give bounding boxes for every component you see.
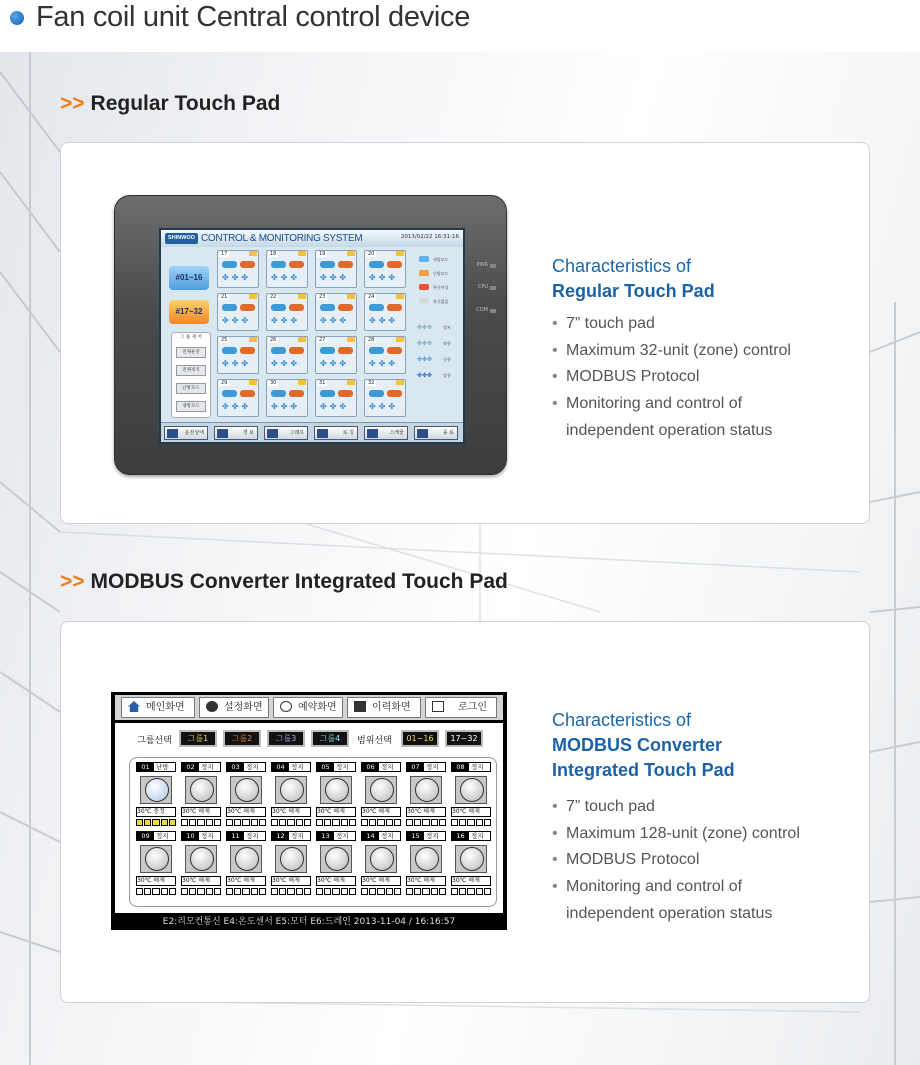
unit-cell[interactable]: 32 ✤✤✤ xyxy=(364,379,406,417)
logging-button[interactable]: 로 깅 xyxy=(314,426,358,440)
led-label: CPU xyxy=(477,284,488,290)
range-button-01-16[interactable]: #01~16 xyxy=(169,266,209,290)
unit-knob-icon xyxy=(410,845,442,873)
section-title-regular: >> Regular Touch Pad xyxy=(60,92,281,115)
unit-tile[interactable]: 08 정지 30℃ 해제 xyxy=(451,762,491,828)
tablet-device xyxy=(114,195,507,475)
unit-cell[interactable]: 17 ✤✤✤ xyxy=(217,250,259,288)
status-icon xyxy=(167,429,178,438)
logging-icon xyxy=(317,429,328,438)
unit-knob-icon xyxy=(140,776,172,804)
unit-cell[interactable]: 23 ✤✤✤ xyxy=(315,293,357,331)
feature-item: • Monitoring and control of xyxy=(552,391,791,418)
unit-knob-icon xyxy=(230,776,262,804)
unit-tile[interactable]: 07 정지 30℃ 해제 xyxy=(406,762,446,828)
unit-knob-icon xyxy=(455,776,487,804)
characteristics-heading: Characteristics of MODBUS Converter Integrated Touch Pad xyxy=(552,710,735,780)
unit-cell[interactable]: 26 ✤✤✤ xyxy=(266,336,308,374)
fan-high-icon: ✤✤✤ xyxy=(417,372,433,379)
login-icon xyxy=(432,701,444,712)
feature-item-continued: independent operation status xyxy=(566,904,773,922)
group-control-menu xyxy=(171,332,211,418)
unit-cell[interactable]: 22 ✤✤✤ xyxy=(266,293,308,331)
unit-knob-icon xyxy=(320,845,352,873)
unit-knob-icon xyxy=(275,845,307,873)
alarm-button[interactable]: 경 보 xyxy=(214,426,258,440)
unit-cell[interactable]: 18 ✤✤✤ xyxy=(266,250,308,288)
unit-knob-icon xyxy=(365,845,397,873)
tab-reservation[interactable]: 예약화면 xyxy=(273,697,343,718)
unit-knob-icon xyxy=(185,845,217,873)
arrow-icon: >> xyxy=(60,570,85,593)
error-legend-icon xyxy=(419,284,429,290)
tab-history[interactable]: 이력화면 xyxy=(347,697,421,718)
unit-tile[interactable]: 01 난방 30℃ 중정 xyxy=(136,762,176,828)
unit-row xyxy=(136,831,492,897)
unit-knob-icon xyxy=(140,845,172,873)
unit-tile[interactable]: 10 정지 30℃ 해제 xyxy=(181,831,221,897)
no-comm-legend-icon xyxy=(419,298,429,304)
menu-all-run-button[interactable]: 전체운전 xyxy=(176,347,206,358)
unit-tile[interactable]: 11 정지 30℃ 해제 xyxy=(226,831,266,897)
menu-all-stop-button[interactable]: 전체정지 xyxy=(176,365,206,376)
regular-touch-pad-card xyxy=(60,142,870,524)
range-01-16-button[interactable]: 01~16 xyxy=(401,730,439,747)
fan-low-icon: ✤✤✤ xyxy=(417,340,433,347)
home-icon xyxy=(128,701,140,712)
fan-stop-icon: ✤✤✤ xyxy=(417,324,433,331)
screen-status-footer: E2:리모컨통신 E4:온도센서 E5:모터 E6:드레인 2013-11-04 / 16:16:57 xyxy=(162,917,456,927)
history-icon xyxy=(354,701,366,712)
screen-bottom-bar xyxy=(161,422,463,442)
fan-mid-icon: ✤✤✤ xyxy=(417,356,433,363)
graph-icon xyxy=(267,429,278,438)
unit-cell[interactable]: 27 ✤✤✤ xyxy=(315,336,357,374)
unit-panel xyxy=(129,757,497,907)
group-select-label: 그룹선택 xyxy=(137,736,172,746)
page-title: Fan coil unit Central control device xyxy=(36,1,471,33)
arrow-icon: >> xyxy=(60,92,85,115)
feature-item: • Maximum 32-unit (zone) control xyxy=(552,338,791,365)
modbus-touch-pad-card xyxy=(60,621,870,1003)
unit-cell[interactable]: 20 ✤✤✤ xyxy=(364,250,406,288)
status-legend: 냉방모드 난방모드 통신이상 통신없음 ✤✤✤ 정지 ✤✤✤ 약풍 ✤✤✤ 중풍 ✤✤✤ 강풍 xyxy=(417,257,451,379)
group-control-title: 그 룹 제 어 xyxy=(180,335,202,340)
unit-tile[interactable]: 13 정지 30℃ 해제 xyxy=(316,831,356,897)
menu-cooling-button[interactable]: 냉방모드 xyxy=(176,401,206,412)
led-com-icon xyxy=(490,309,496,313)
unit-tile[interactable]: 05 정지 30℃ 해제 xyxy=(316,762,356,828)
modbus-touch-screen xyxy=(111,692,507,930)
feature-item-continued: independent operation status xyxy=(566,421,773,439)
graph-button[interactable]: 그래프 xyxy=(264,426,308,440)
feature-item: • 7” touch pad xyxy=(552,794,800,821)
screen-tab-bar xyxy=(115,695,503,720)
background xyxy=(0,52,920,1065)
group-4-button[interactable]: 그룹4 xyxy=(311,730,349,747)
characteristics-heading: Characteristics of Regular Touch Pad xyxy=(552,256,715,301)
menu-heating-button[interactable]: 난방모드 xyxy=(176,383,206,394)
feature-item: • MODBUS Protocol xyxy=(552,364,791,391)
feature-item: • Monitoring and control of xyxy=(552,874,800,901)
schedule-button[interactable]: 스케줄 xyxy=(364,426,408,440)
feature-list xyxy=(552,311,791,445)
bullet-icon xyxy=(10,11,24,25)
feature-item: • Maximum 128-unit (zone) control xyxy=(552,821,800,848)
unit-knob-icon xyxy=(365,776,397,804)
unit-tile[interactable]: 16 정지 30℃ 해제 xyxy=(451,831,491,897)
feature-item: • 7” touch pad xyxy=(552,311,791,338)
touch-screen xyxy=(159,228,465,444)
unit-knob-icon xyxy=(410,776,442,804)
unit-tile[interactable]: 14 정지 30℃ 해제 xyxy=(361,831,401,897)
unit-knob-icon xyxy=(455,845,487,873)
unit-tile[interactable]: 04 정지 30℃ 해제 xyxy=(271,762,311,828)
exit-icon xyxy=(417,429,428,438)
unit-tile[interactable]: 12 정지 30℃ 해제 xyxy=(271,831,311,897)
tab-login[interactable]: 로그인 xyxy=(425,697,497,718)
unit-knob-icon xyxy=(185,776,217,804)
range-button-17-32[interactable]: #17~32 xyxy=(169,300,209,324)
feature-list xyxy=(552,794,800,928)
range-select-label: 범위선택 xyxy=(357,736,392,746)
unit-grid xyxy=(217,250,411,422)
tab-settings[interactable]: 설정화면 xyxy=(199,697,269,718)
status-button[interactable]: 운전상태 xyxy=(164,426,208,440)
group-3-button[interactable]: 그룹3 xyxy=(267,730,305,747)
section-title-modbus: >> MODBUS Converter Integrated Touch Pad xyxy=(60,570,508,593)
led-cpu-icon xyxy=(490,286,496,290)
schedule-icon xyxy=(367,429,378,438)
unit-tile[interactable]: 15 정지 30℃ 해제 xyxy=(406,831,446,897)
brand-logo: SHINWOO xyxy=(165,233,198,244)
unit-cell[interactable]: 29 ✤✤✤ xyxy=(217,379,259,417)
unit-cell[interactable]: 21 ✤✤✤ xyxy=(217,293,259,331)
unit-cell[interactable]: 25 ✤✤✤ xyxy=(217,336,259,374)
unit-tile[interactable]: 03 정지 30℃ 해제 xyxy=(226,762,266,828)
unit-tile[interactable]: 09 정지 30℃ 해제 xyxy=(136,831,176,897)
tab-main[interactable]: 메인화면 xyxy=(121,697,195,718)
cooling-legend-icon xyxy=(419,256,429,262)
clock-icon xyxy=(280,701,292,712)
unit-cell[interactable]: 31 ✤✤✤ xyxy=(315,379,357,417)
unit-knob-icon xyxy=(230,845,262,873)
screen-main xyxy=(115,723,503,913)
unit-knob-icon xyxy=(275,776,307,804)
gear-icon xyxy=(206,701,218,712)
screen-datetime: 2013/02/22 16:31:16 xyxy=(400,234,459,240)
screen-header xyxy=(161,230,463,247)
heating-legend-icon xyxy=(419,270,429,276)
alarm-icon xyxy=(217,429,228,438)
unit-cell[interactable]: 24 ✤✤✤ xyxy=(364,293,406,331)
unit-tile[interactable]: 02 정지 30℃ 해제 xyxy=(181,762,221,828)
unit-cell[interactable]: 30 ✤✤✤ xyxy=(266,379,308,417)
screen-title: CONTROL & MONITORING SYSTEM xyxy=(201,233,363,244)
unit-knob-icon xyxy=(320,776,352,804)
unit-cell[interactable]: 19 ✤✤✤ xyxy=(315,250,357,288)
group-1-button[interactable]: 그룹1 xyxy=(179,730,217,747)
page-header xyxy=(0,0,920,52)
exit-button[interactable]: 종 료 xyxy=(414,426,458,440)
group-2-button[interactable]: 그룹2 xyxy=(223,730,261,747)
unit-cell[interactable]: 28 ✤✤✤ xyxy=(364,336,406,374)
led-label: PWR xyxy=(476,262,488,268)
feature-item: • MODBUS Protocol xyxy=(552,847,800,874)
unit-row xyxy=(136,762,492,828)
led-pwr-icon xyxy=(490,264,496,268)
led-label: COM xyxy=(476,307,488,313)
unit-tile[interactable]: 06 정지 30℃ 해제 xyxy=(361,762,401,828)
range-panel xyxy=(165,258,211,418)
range-17-32-button[interactable]: 17~32 xyxy=(445,730,483,747)
